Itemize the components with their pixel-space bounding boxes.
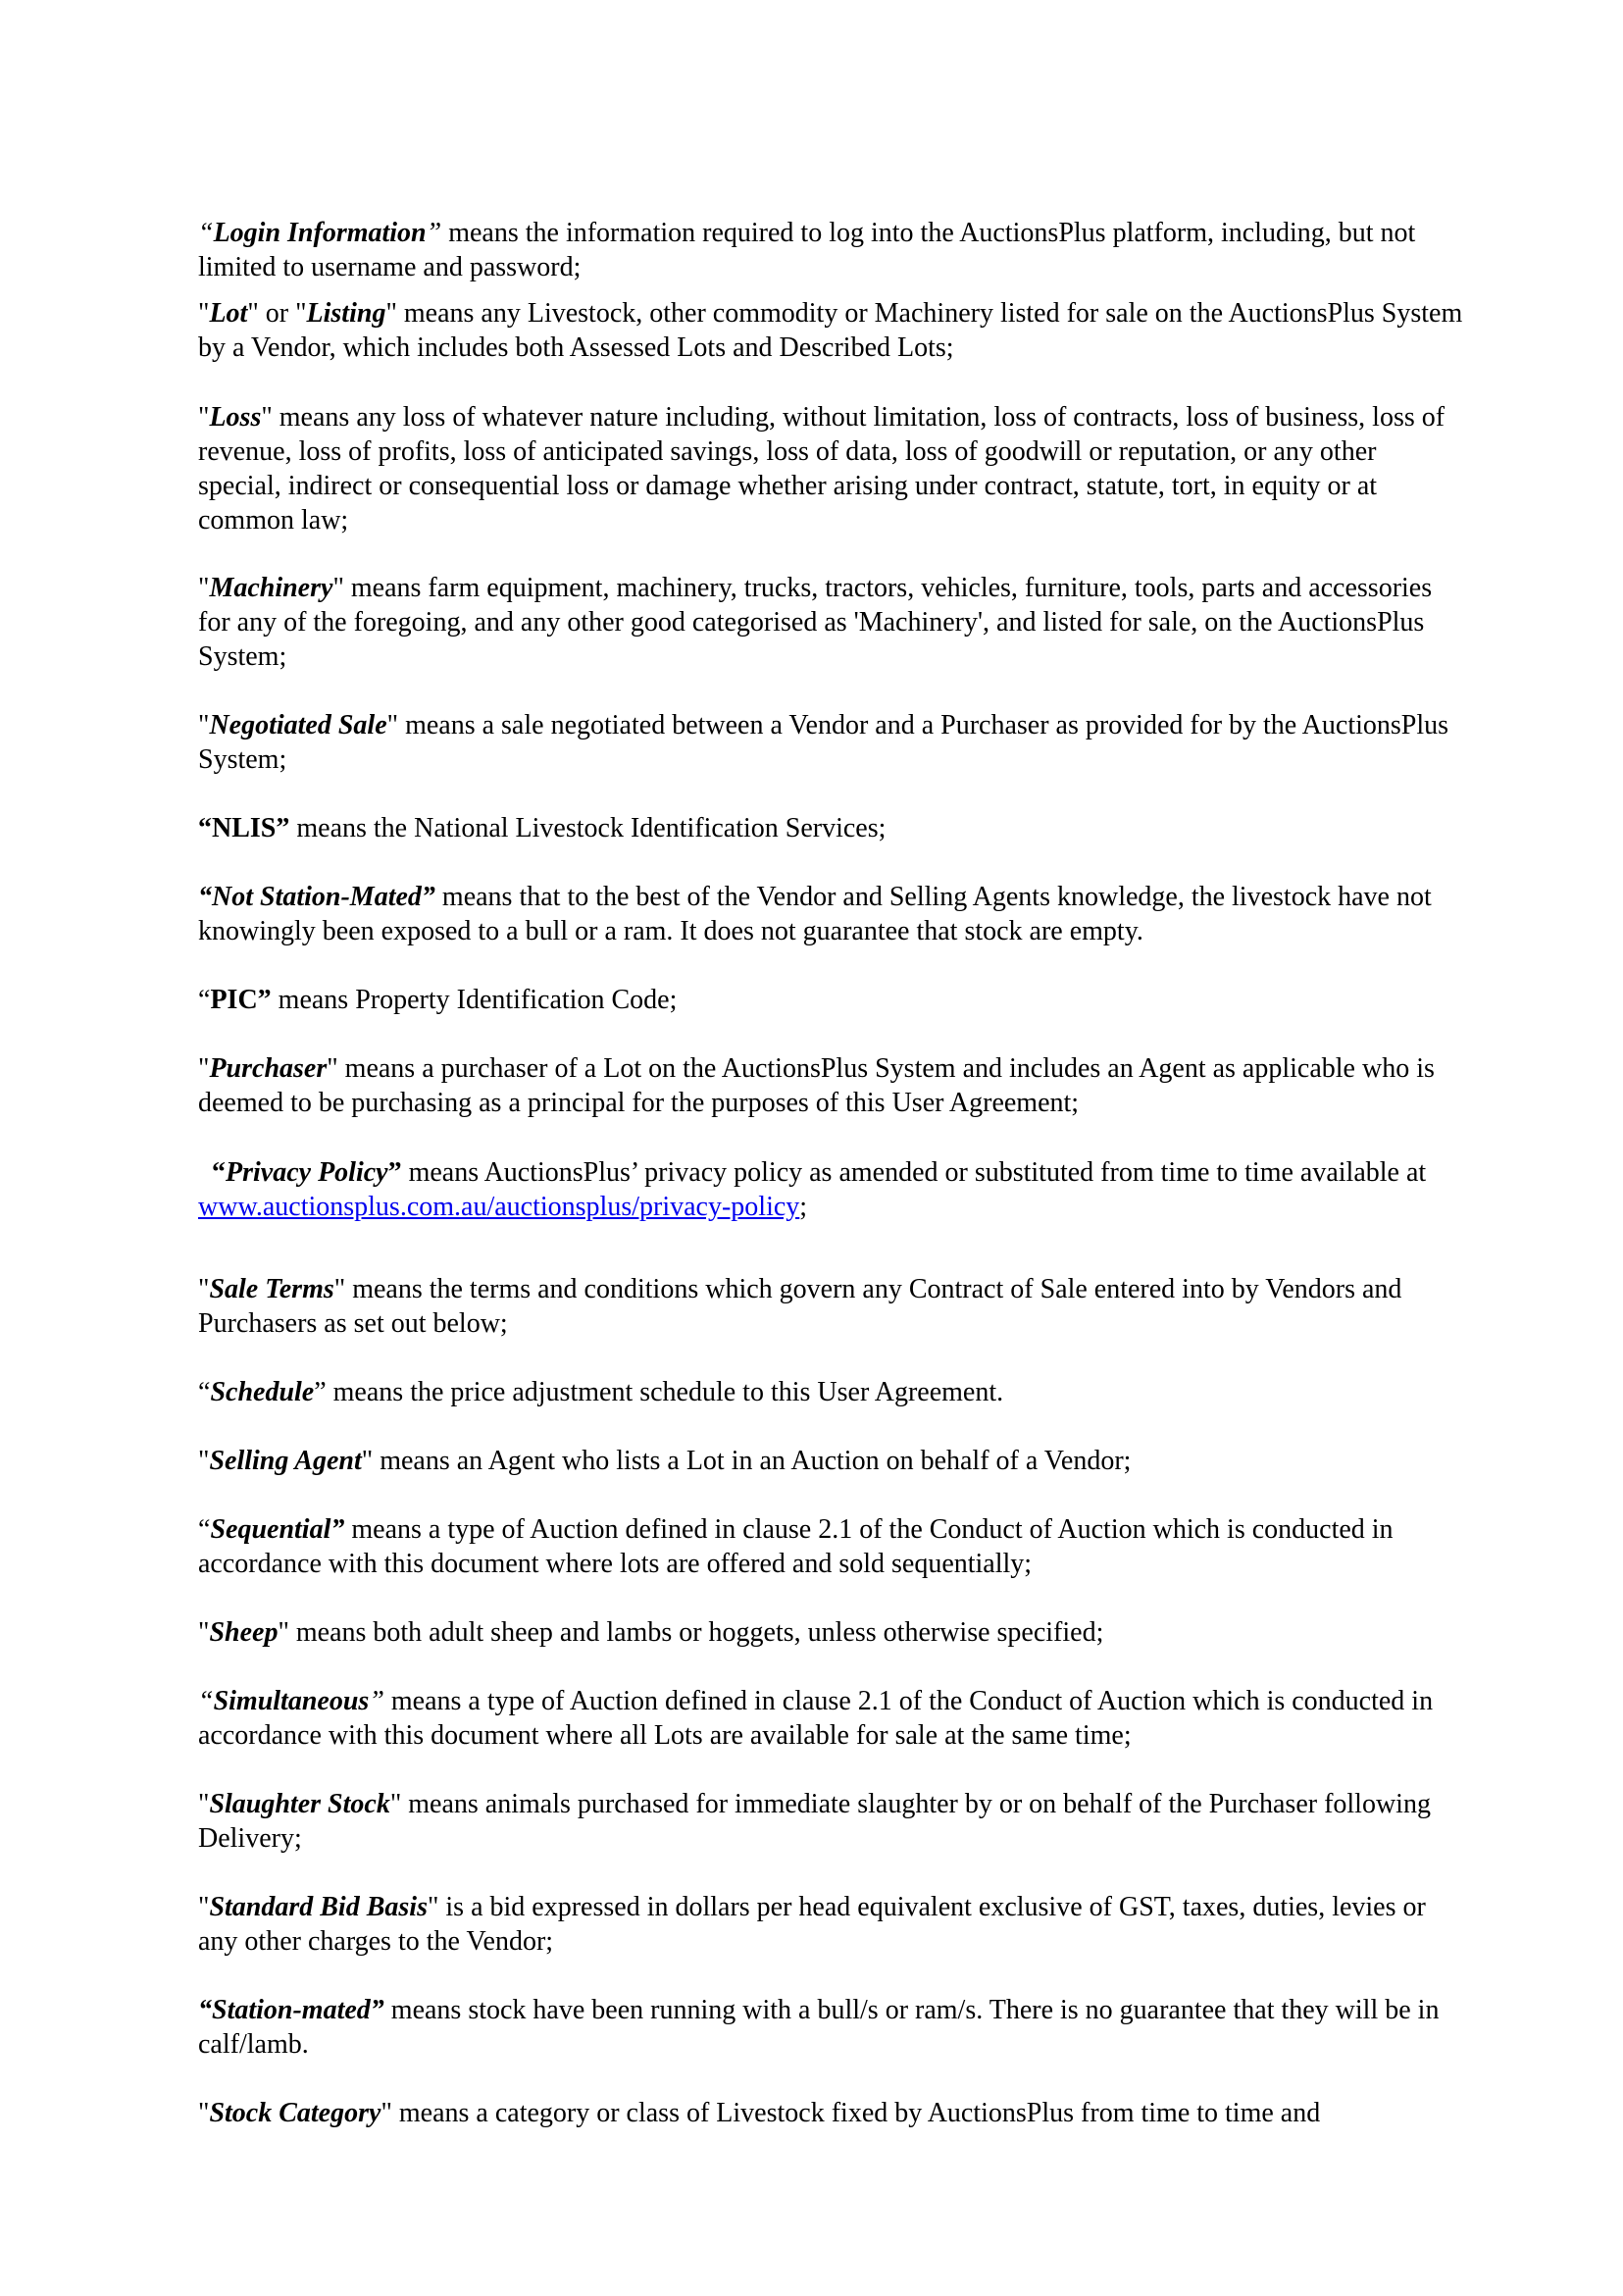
- definition-text: means any loss of whatever nature including, without limitation, loss of contracts, loss of business, loss of revenue, loss of profits, loss of anticipated savings, loss of data, loss of goodwill or reputation, or any other special, indirect or consequential loss or damage whether arising under contract, statute, tort, in equity or at common law;: [198, 402, 1452, 536]
- definition-text: means both adult sheep and lambs or hoggets, unless otherwise specified;: [288, 1617, 1104, 1648]
- defined-term: Simultaneous: [213, 1686, 370, 1716]
- defined-term: Machinery: [209, 573, 333, 603]
- definition-selling-agent: "Selling Agent" means an Agent who lists a Lot in an Auction on behalf of a Vendor;: [198, 1446, 1132, 1476]
- defined-term: Not Station-Mated: [212, 882, 422, 912]
- definition-sequential: “Sequential” means a type of Auction defined in clause 2.1 of the Conduct of Auction which is conducted in accordance with this document where lots are offered and sold sequentially;: [198, 1514, 1400, 1579]
- definition-text: means stock have been running with a bull/s or ram/s. There is no guarantee that they will be in calf/lamb.: [198, 1995, 1446, 2060]
- definition-text: means AuctionsPlus’ privacy policy as amended or substituted from time to time available at: [401, 1157, 1434, 1188]
- definition-simultaneous: “Simultaneous” means a type of Auction defined in clause 2.1 of the Conduct of Auction which is conducted in accordance with this document where all Lots are available for sale at the same time;: [198, 1686, 1441, 1751]
- defined-term: Station-mated: [212, 1995, 371, 2025]
- definition-text: means a category or class of Livestock fixed by AuctionsPlus from time to time and: [391, 2098, 1321, 2128]
- defined-term: Login Information: [213, 218, 427, 248]
- definition-pic: “PIC” means Property Identification Code;: [198, 985, 678, 1015]
- defined-term: Standard Bid Basis: [209, 1892, 428, 1922]
- defined-term: Loss: [209, 402, 262, 433]
- defined-term: Lot: [209, 298, 248, 329]
- definition-nlis: “NLIS” means the National Livestock Identification Services;: [198, 813, 887, 843]
- definition-text: means a purchaser of a Lot on the AuctionsPlus System and includes an Agent as applicable who is deemed to be purchasing as a principal for the purposes of this User Agreement;: [198, 1053, 1442, 1118]
- definition-lot: "Lot" or "Listing" means any Livestock, other commodity or Machinery listed for sale on the AuctionsPlus System by a Vendor, which includes both Assessed Lots and Described Lots;: [198, 298, 1470, 363]
- definition-privacy-policy: “Privacy Policy” means AuctionsPlus’ privacy policy as amended or substituted from time to time available at www.auctionsplus.com.au/auctionsplus/privacy-policy;: [198, 1157, 1434, 1222]
- definition-text: means the price adjustment schedule to this User Agreement.: [326, 1377, 1004, 1407]
- definition-stock-category: "Stock Category" means a category or class of Livestock fixed by AuctionsPlus from time to time and: [198, 2098, 1321, 2128]
- definition-text: means the information required to log into the AuctionsPlus platform, including, but not limited to username and password;: [198, 218, 1423, 282]
- definition-not-station-mated: “Not Station-Mated” means that to the best of the Vendor and Selling Agents knowledge, the livestock have not knowingly been exposed to a bull or a ram. It does not guarantee that stock are empty.: [198, 882, 1439, 946]
- defined-term: Purchaser: [209, 1053, 328, 1084]
- defined-term-alt: Listing: [306, 298, 386, 329]
- privacy-policy-link[interactable]: www.auctionsplus.com.au/auctionsplus/privacy-policy: [198, 1192, 800, 1222]
- defined-term: Sheep: [209, 1617, 279, 1648]
- defined-term: Stock Category: [209, 2098, 381, 2128]
- defined-term: PIC: [210, 985, 258, 1015]
- definition-text: means the terms and conditions which govern any Contract of Sale entered into by Vendors and Purchasers as set out below;: [198, 1274, 1409, 1339]
- defined-term: Selling Agent: [209, 1446, 362, 1476]
- defined-term: Slaughter Stock: [209, 1789, 390, 1819]
- defined-term: Negotiated Sale: [209, 710, 387, 740]
- defined-term: Privacy Policy: [226, 1157, 388, 1188]
- defined-term: Sequential: [210, 1514, 331, 1545]
- quote-close: ”: [426, 218, 442, 248]
- definition-text: is a bid expressed in dollars per head equivalent exclusive of GST, taxes, duties, levies or any other charges to the Vendor;: [198, 1892, 1433, 1957]
- definition-schedule: “Schedule” means the price adjustment schedule to this User Agreement.: [198, 1377, 1004, 1407]
- definition-standard-bid-basis: "Standard Bid Basis" is a bid expressed in dollars per head equivalent exclusive of GST, taxes, duties, levies or any other charges to the Vendor;: [198, 1892, 1433, 1957]
- definition-sale-terms: "Sale Terms" means the terms and conditions which govern any Contract of Sale entered into by Vendors and Purchasers as set out below;: [198, 1274, 1409, 1339]
- defined-term: NLIS: [212, 813, 277, 843]
- definition-text: means a sale negotiated between a Vendor and a Purchaser as provided for by the AuctionsPlus System;: [198, 710, 1456, 775]
- definition-text: means that to the best of the Vendor and Selling Agents knowledge, the livestock have not knowingly been exposed to a bull or a ram. It does not guarantee that stock are empty.: [198, 882, 1439, 946]
- definition-text: means an Agent who lists a Lot in an Auction on behalf of a Vendor;: [373, 1446, 1132, 1476]
- definition-text: means a type of Auction defined in clause 2.1 of the Conduct of Auction which is conducted in accordance with this document where all Lots are available for sale at the same time;: [198, 1686, 1441, 1751]
- definition-login-information: [198, 216, 1463, 284]
- definition-text: means farm equipment, machinery, trucks, tractors, vehicles, furniture, tools, parts and accessories for any of the foregoing, and any other good categorised as 'Machinery', and listed for sale, on the AuctionsPlus System;: [198, 573, 1440, 672]
- defined-term: Sale Terms: [209, 1274, 334, 1304]
- definition-slaughter-stock: "Slaughter Stock" means animals purchased for immediate slaughter by or on behalf of the Purchaser following Delivery;: [198, 1789, 1438, 1854]
- defined-term: Schedule: [210, 1377, 315, 1407]
- definition-text: means any Livestock, other commodity or Machinery listed for sale on the AuctionsPlus System by a Vendor, which includes both Assessed Lots and Described Lots;: [198, 298, 1470, 363]
- quote-open: “: [198, 218, 214, 248]
- definition-sheep: "Sheep" means both adult sheep and lambs or hoggets, unless otherwise specified;: [198, 1617, 1104, 1648]
- definition-text: means a type of Auction defined in clause 2.1 of the Conduct of Auction which is conducted in accordance with this document where lots are offered and sold sequentially;: [198, 1514, 1400, 1579]
- definition-text: means animals purchased for immediate slaughter by or on behalf of the Purchaser following Delivery;: [198, 1789, 1438, 1854]
- definition-loss: "Loss" means any loss of whatever nature including, without limitation, loss of contracts, loss of business, loss of revenue, loss of profits, loss of anticipated savings, loss of data, loss of goodwill or reputation, or any other special, indirect or consequential loss or damage whether arising under contract, statute, tort, in equity or at common law;: [198, 402, 1452, 536]
- definition-text: means Property Identification Code;: [271, 985, 678, 1015]
- definition-machinery: "Machinery" means farm equipment, machinery, trucks, tractors, vehicles, furniture, tools, parts and accessories for any of the foregoing, and any other good categorised as 'Machinery', and listed for sale, on the AuctionsPlus System;: [198, 573, 1440, 672]
- definition-text: means the National Livestock Identification Services;: [289, 813, 887, 843]
- definition-negotiated-sale: "Negotiated Sale" means a sale negotiated between a Vendor and a Purchaser as provided for by the AuctionsPlus System;: [198, 710, 1456, 775]
- definition-station-mated: “Station-mated” means stock have been running with a bull/s or ram/s. There is no guarantee that they will be in calf/lamb.: [198, 1995, 1446, 2060]
- definition-purchaser: "Purchaser" means a purchaser of a Lot on the AuctionsPlus System and includes an Agent as applicable who is deemed to be purchasing as a principal for the purposes of this User Agreement;: [198, 1053, 1442, 1118]
